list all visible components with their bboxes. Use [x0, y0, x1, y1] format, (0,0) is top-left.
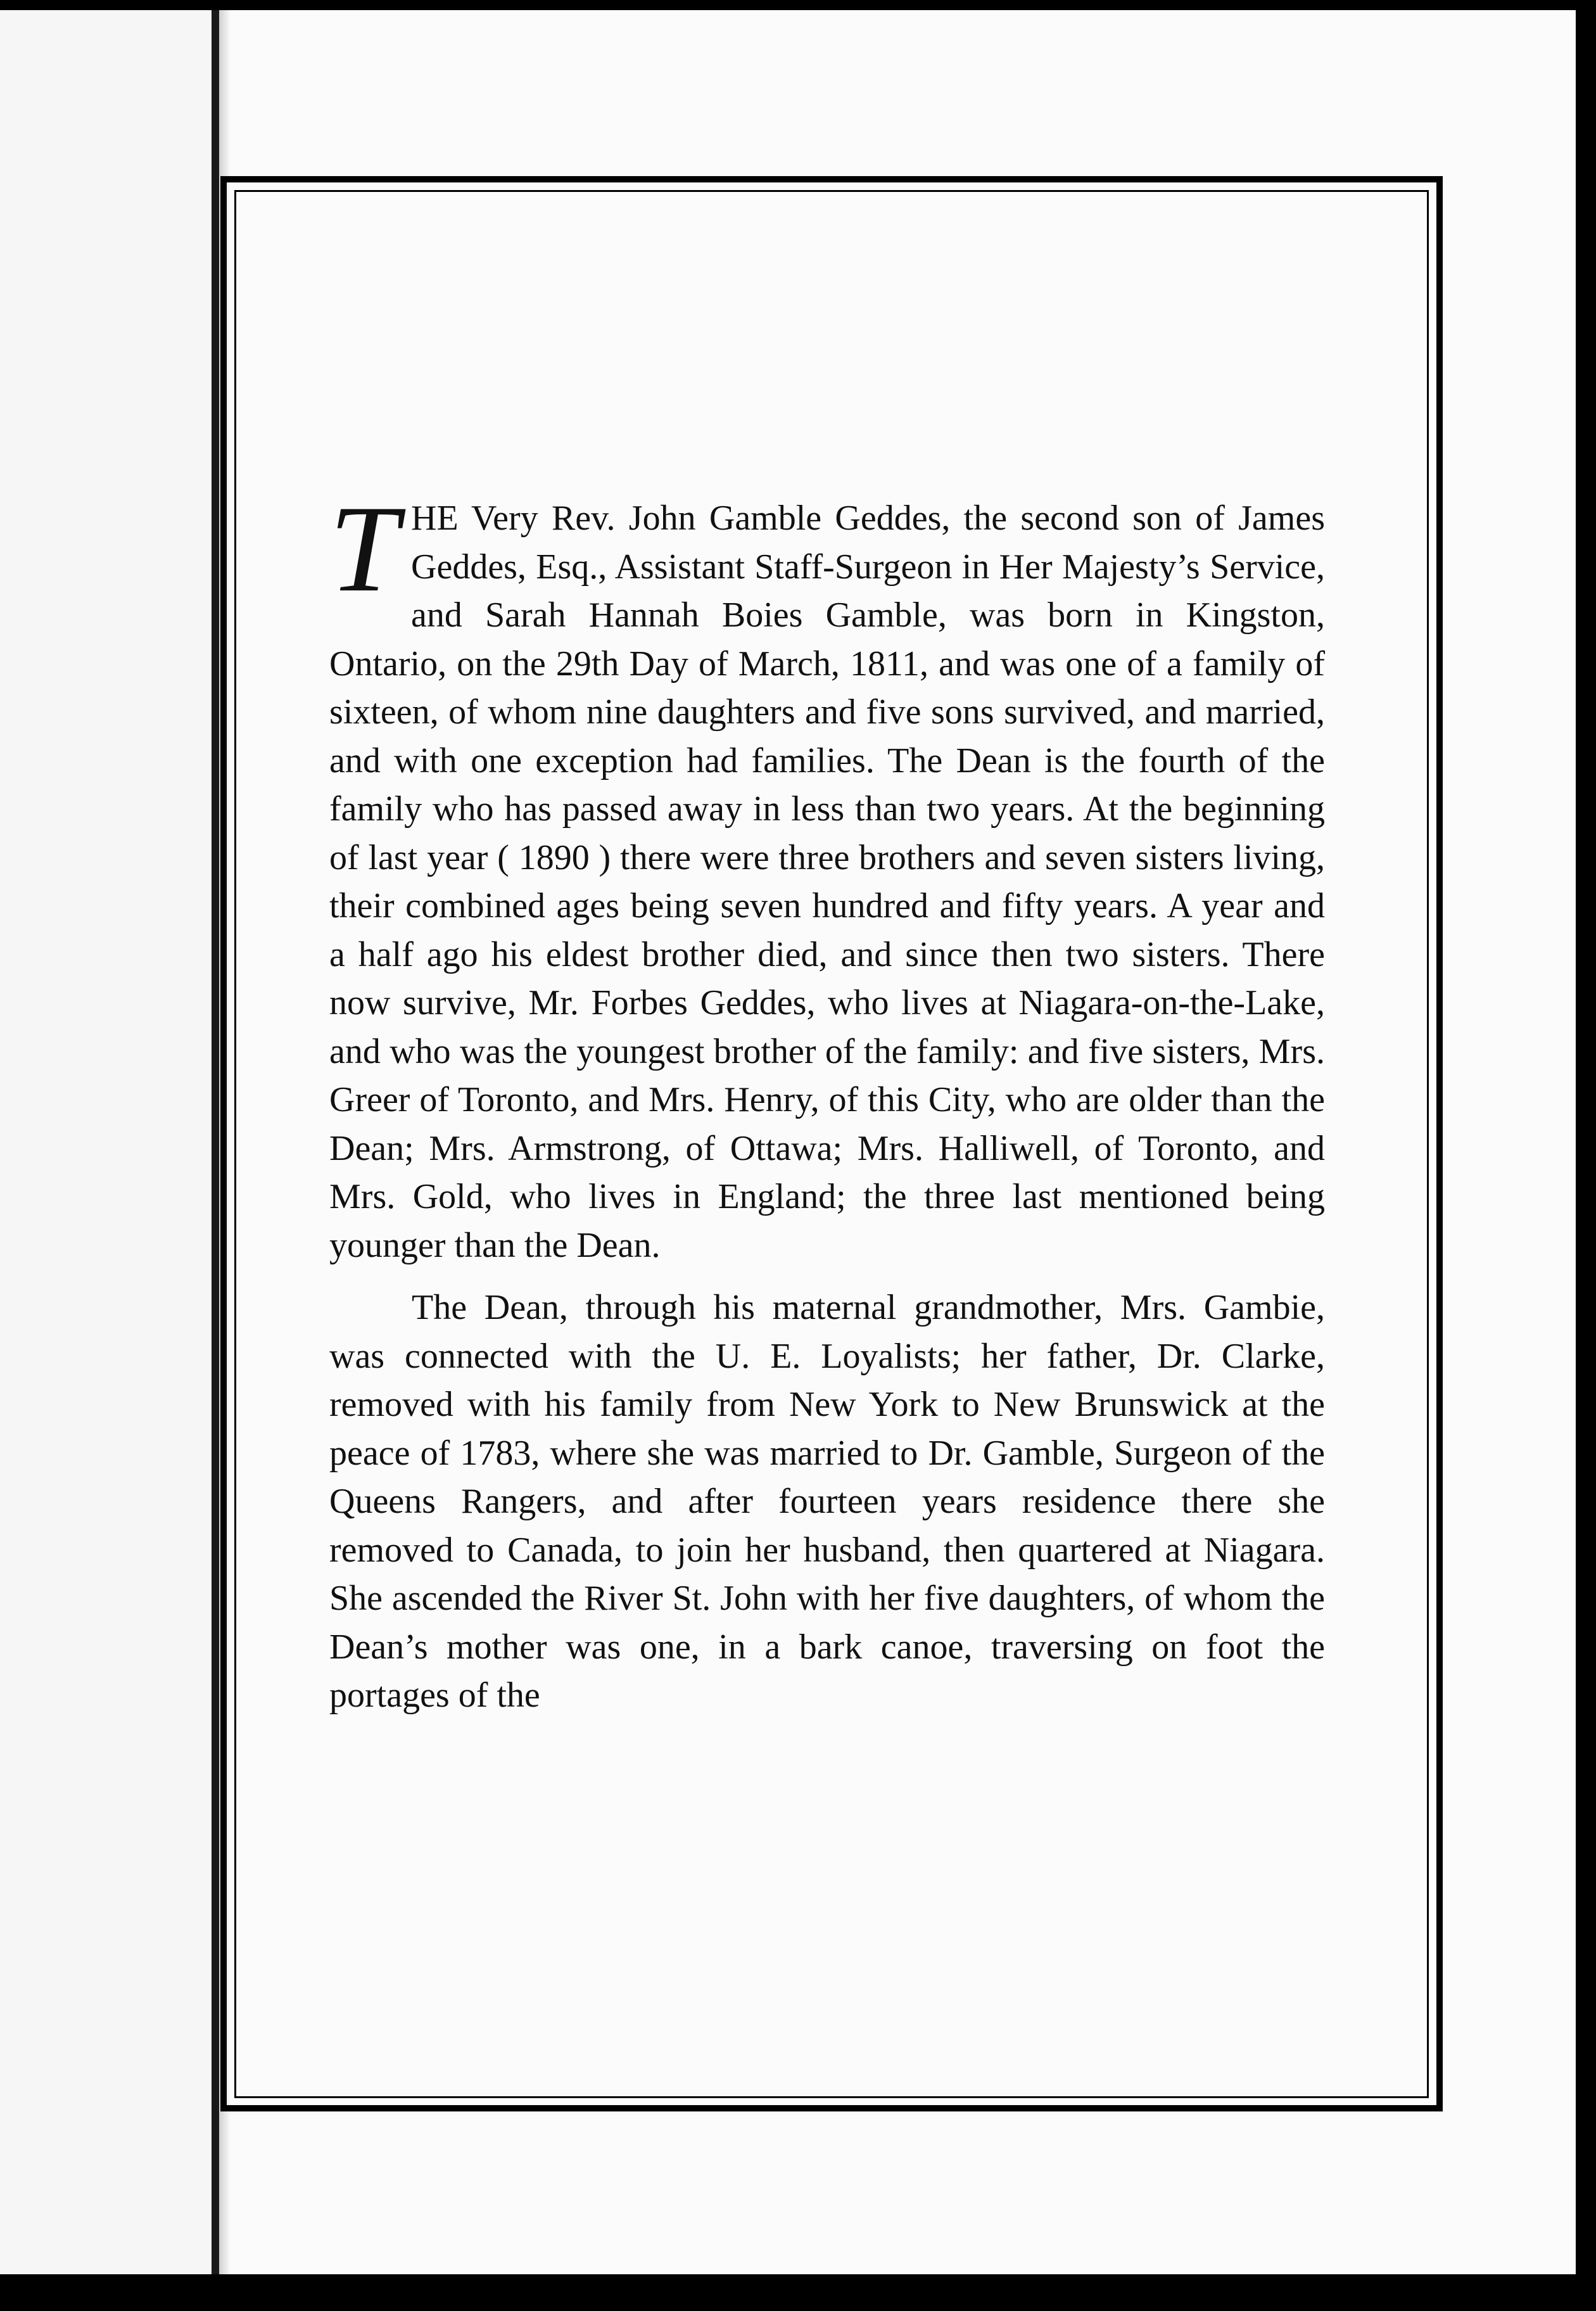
scan-edge-bottom	[0, 2274, 1596, 2311]
drop-cap: T	[329, 480, 399, 618]
scan-edge-right	[1576, 0, 1596, 2311]
scan-edge-top	[0, 0, 1596, 10]
paragraph-2-text: The Dean, through his maternal grandmother, Mrs. Gambie, was connected with the U. E. Loyalists; her father, Dr. Clarke, removed with his family from New York to New Brunswick at the peace of 1783, where she was married to Dr. Gamble, Surgeon of the Queens Rangers, and after fourteen years residence there she removed to Canada, to join her husband, then quartered at Niagara. She ascended the River St. John with her five daughters, of whom the Dean’s mother was one, in a bark canoe, traversing on foot the portages of the	[329, 1288, 1325, 1715]
paragraph-1-text: HE Very Rev. John Gamble Geddes, the second son of James Geddes, Esq., Assistant Staff-Surgeon in Her Majesty’s Service, and Sarah Hannah Boies Gamble, was born in Kingston, Ontario, on the 29th Day of March, 1811, and was one of a family of sixteen, of whom nine daughters and five sons survived, and married, and with one exception had families. The Dean is the fourth of the family who has passed away in less than two years. At the beginning of last year ( 1890 ) there were three brothers and seven sisters living, their combined ages being seven hundred and fifty years. A year and a half ago his eldest brother died, and since then two sisters. There now survive, Mr. Forbes Geddes, who lives at Niagara-on-the-Lake, and who was the youngest brother of the family: and five sisters, Mrs. Greer of Toronto, and Mrs. Henry, of this City, who are older than the Dean; Mrs. Armstrong, of Ottawa; Mrs. Halliwell, of Toronto, and Mrs. Gold, who lives in England; the three last mentioned being younger than the Dean.	[329, 499, 1325, 1265]
binding-edge	[212, 0, 219, 2281]
paragraph-1	[329, 480, 1325, 1270]
paragraph-2	[329, 1283, 1325, 1720]
scan-margin-left	[0, 0, 212, 2281]
body-text	[329, 480, 1325, 1720]
